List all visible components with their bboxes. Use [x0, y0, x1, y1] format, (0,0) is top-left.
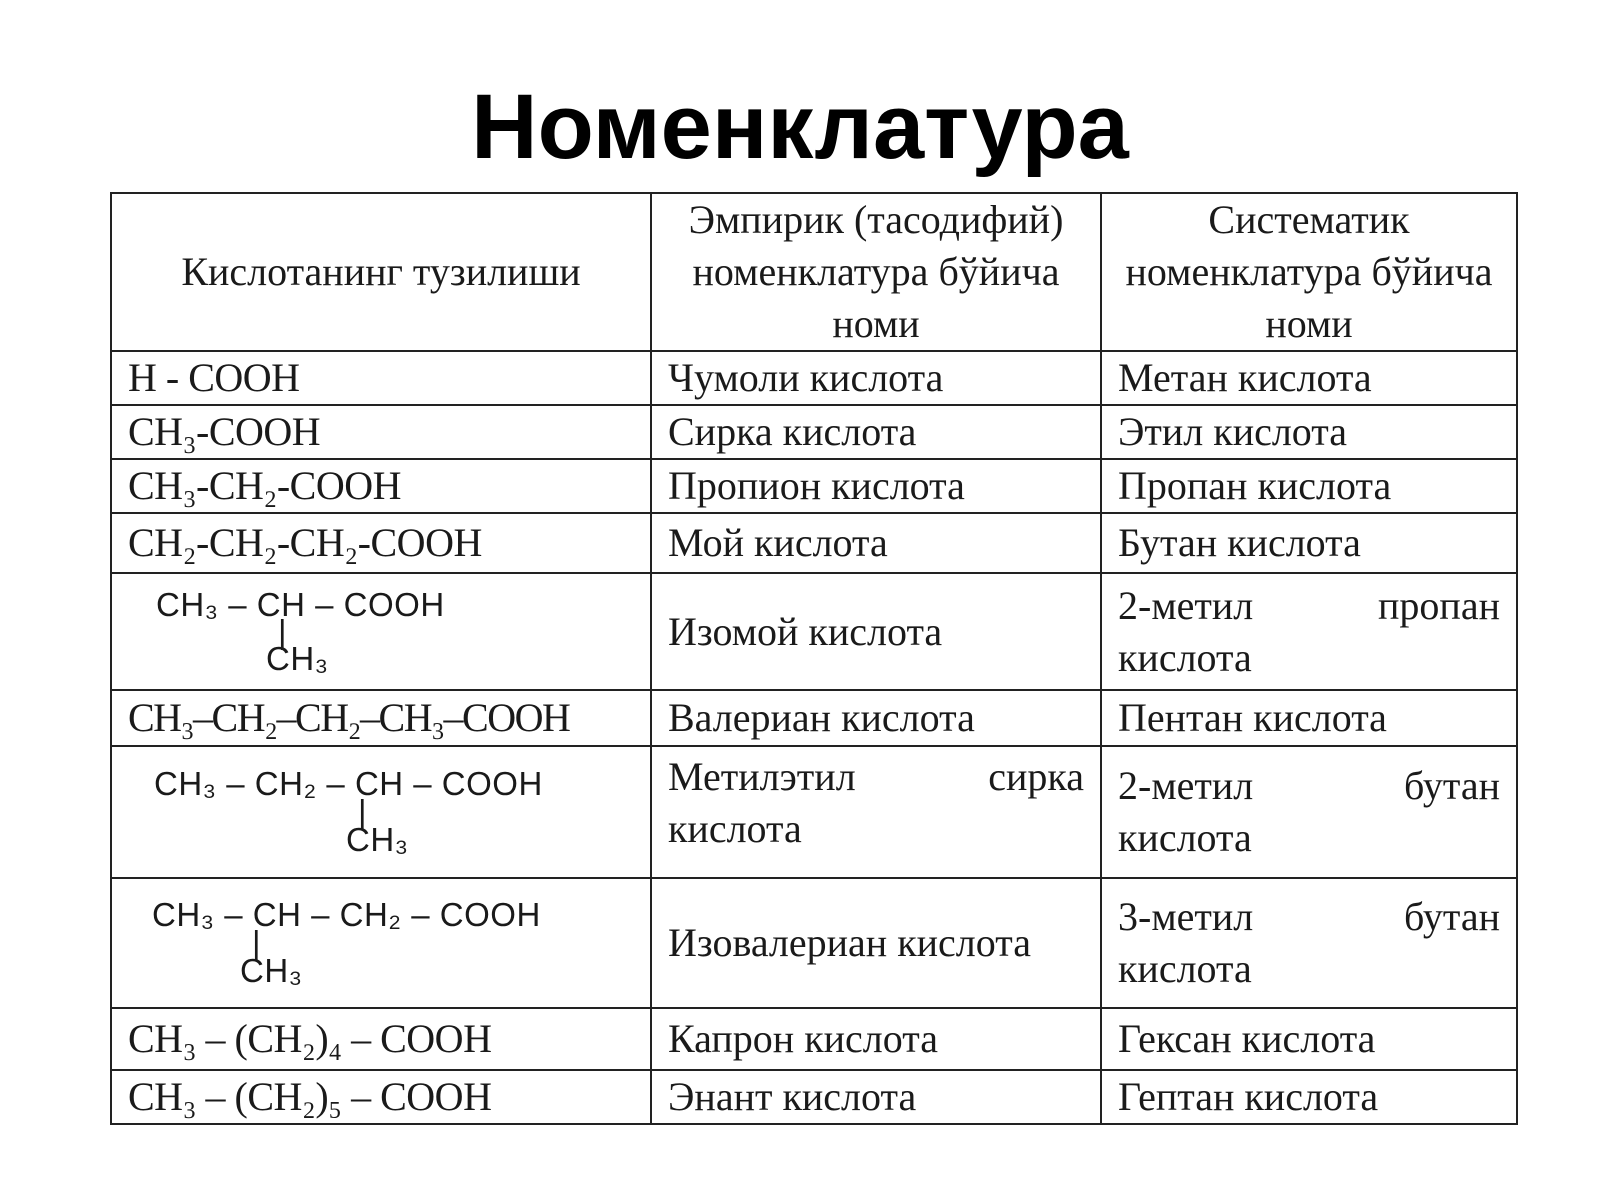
table-row — [111, 459, 1517, 513]
systematic-name-cell: 2-метил бутан кислота — [1101, 746, 1517, 878]
formula-branch: CH₃ — [240, 952, 303, 989]
table-row — [111, 878, 1517, 1008]
empirical-name-cell: Чумоли кислота — [651, 351, 1101, 405]
empirical-name-cell: Капрон кислота — [651, 1008, 1101, 1070]
formula-cell: CH₃ – (CH₂)₅ – COOH — [111, 1070, 651, 1124]
header-empirical: Эмпирик (тасодифий) номенклатура бўйича номи — [651, 193, 1101, 351]
formula-cell: CH₃-CH₂-COOH — [111, 459, 651, 513]
table-row — [111, 405, 1517, 459]
structural-formula — [128, 585, 634, 677]
formula-main-chain: CH₃ – CH₂ – CH – COOH — [154, 765, 543, 802]
systematic-name-cell: Пропан кислота — [1101, 459, 1517, 513]
empirical-name-cell: Валериан кислота — [651, 690, 1101, 746]
empirical-name-cell: Сирка кислота — [651, 405, 1101, 459]
systematic-name-cell: Метан кислота — [1101, 351, 1517, 405]
table-header-row — [111, 193, 1517, 351]
structural-formula — [128, 898, 634, 988]
systematic-name-cell: Бутан кислота — [1101, 513, 1517, 573]
table-row — [111, 351, 1517, 405]
table-row — [111, 573, 1517, 690]
formula-cell — [111, 746, 651, 878]
branch-bond: | — [278, 612, 288, 650]
formula-cell — [111, 878, 651, 1008]
systematic-name-cell: Гексан кислота — [1101, 1008, 1517, 1070]
formula-main-chain: CH₃ – CH – COOH — [156, 585, 445, 623]
empirical-name-cell: Пропион кислота — [651, 459, 1101, 513]
structural-formula — [128, 767, 634, 857]
empirical-name-cell: Метилэтил сирка кислота — [651, 746, 1101, 878]
header-systematic: Систематик номенклатура бўйича номи — [1101, 193, 1517, 351]
table-row — [111, 1008, 1517, 1070]
empirical-name-cell: Изовалериан кислота — [651, 878, 1101, 1008]
systematic-name-cell: Пентан кислота — [1101, 690, 1517, 746]
page-title: Номенклатура — [471, 76, 1129, 178]
formula-cell: CH₂-CH₂-CH₂-COOH — [111, 513, 651, 573]
systematic-name-cell: Гептан кислота — [1101, 1070, 1517, 1124]
systematic-name-cell: Этил кислота — [1101, 405, 1517, 459]
table-row — [111, 1070, 1517, 1124]
formula-main-chain: CH₃ – CH – CH₂ – COOH — [152, 896, 541, 933]
systematic-name-cell: 3-метил бутан кислота — [1101, 878, 1517, 1008]
formula-cell — [111, 573, 651, 690]
table-row — [111, 513, 1517, 573]
formula-cell: CH₃–CH₂–CH₂–CH₃–COOH — [111, 690, 651, 746]
formula-branch: CH₃ — [346, 821, 409, 858]
formula-cell: H - COOH — [111, 351, 651, 405]
empirical-name-cell: Энант кислота — [651, 1070, 1101, 1124]
table-row — [111, 746, 1517, 878]
systematic-name-cell: 2-метил пропан кислота — [1101, 573, 1517, 690]
empirical-name-cell: Мой кислота — [651, 513, 1101, 573]
header-structure: Кислотанинг тузилиши — [111, 193, 651, 351]
formula-cell: CH₃ – (CH₂)₄ – COOH — [111, 1008, 651, 1070]
nomenclature-table — [110, 192, 1518, 1125]
branch-bond: | — [252, 924, 262, 961]
formula-branch: CH₃ — [266, 639, 329, 677]
branch-bond: | — [358, 793, 368, 830]
table-row — [111, 690, 1517, 746]
empirical-name-cell: Изомой кислота — [651, 573, 1101, 690]
formula-cell: CH₃-COOH — [111, 405, 651, 459]
